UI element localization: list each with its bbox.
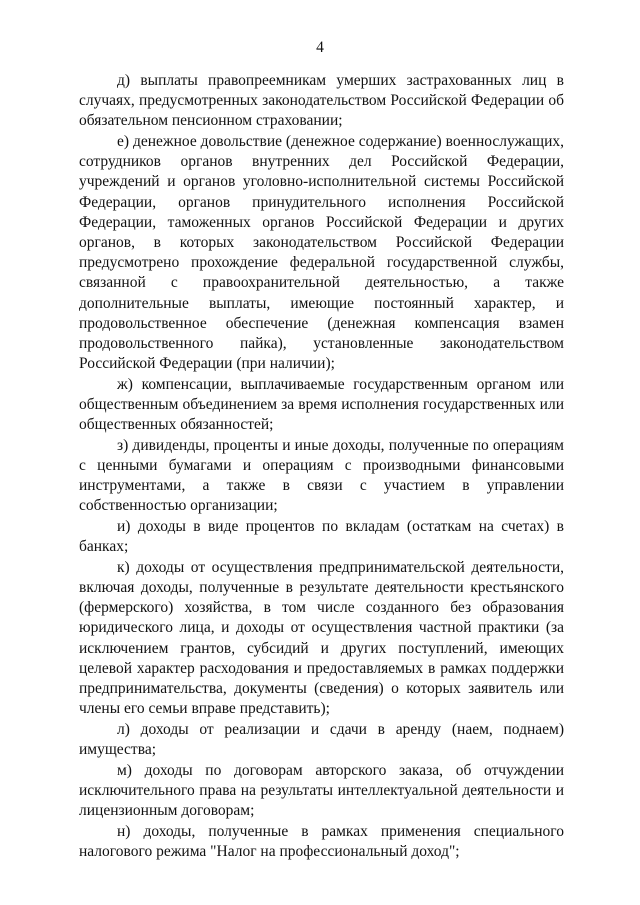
paragraph-z: з) дивиденды, проценты и иные доходы, полученные по операциям с ценными бумагами и операциям с производными финансовыми инструментами, а также в связи с участием в управлении собственностью организации; (79, 436, 564, 515)
paragraph-zh: ж) компенсации, выплачиваемые государственным органом или общественным объединением за время исполнения государственных или общественных обязанностей; (79, 375, 564, 434)
paragraph-m: м) доходы по договорам авторского заказа, об отчуждении исключительного права на результаты интеллектуальной деятельности и лицензионным договорам; (79, 761, 564, 820)
paragraph-l: л) доходы от реализации и сдачи в аренду (наем, поднаем) имущества; (79, 720, 564, 759)
paragraph-k: к) доходы от осуществления предпринимательской деятельности, включая доходы, полученные в результате деятельности крестьянского (фермерского) хозяйства, в том числе созданного без образования юридического лица, и доходы от осуществления частной практики (за исключением грантов, субсидий и других поступлений, имеющих целевой характер расходования и предоставляемых в рамках поддержки предпринимательства, документы (сведения) о которых заявитель или члены его семьи вправе представить); (79, 558, 564, 718)
paragraph-i: и) доходы в виде процентов по вкладам (остаткам на счетах) в банках; (79, 518, 564, 556)
paragraph-n: н) доходы, полученные в рамках применения специального налогового режима "Налог на профессиональный доход"; (79, 822, 564, 860)
page-number: 4 (316, 39, 324, 56)
document-body (79, 71, 564, 862)
paragraph-e: е) денежное довольствие (денежное содержание) военнослужащих, сотрудников органов внутренних дел Российской Федерации, учреждений и органов уголовно-исполнительной системы Российской Федерации, органов принудительного исполнения Российской Федерации, таможенных органов Российской Федерации и других органов, в которых законодательством Российской Федерации предусмотрено прохождение федеральной государственной службы, связанной с правоохранительной деятельностью, а также дополнительные выплаты, имеющие постоянный характер, и продовольственное обеспечение (денежная компенсация взамен продовольственного пайка), установленные законодательством Российской Федерации (при наличии); (79, 133, 564, 373)
paragraph-d: д) выплаты правопреемникам умерших застрахованных лиц в случаях, предусмотренных законодательством Российской Федерации об обязательном пенсионном страховании; (79, 72, 564, 130)
